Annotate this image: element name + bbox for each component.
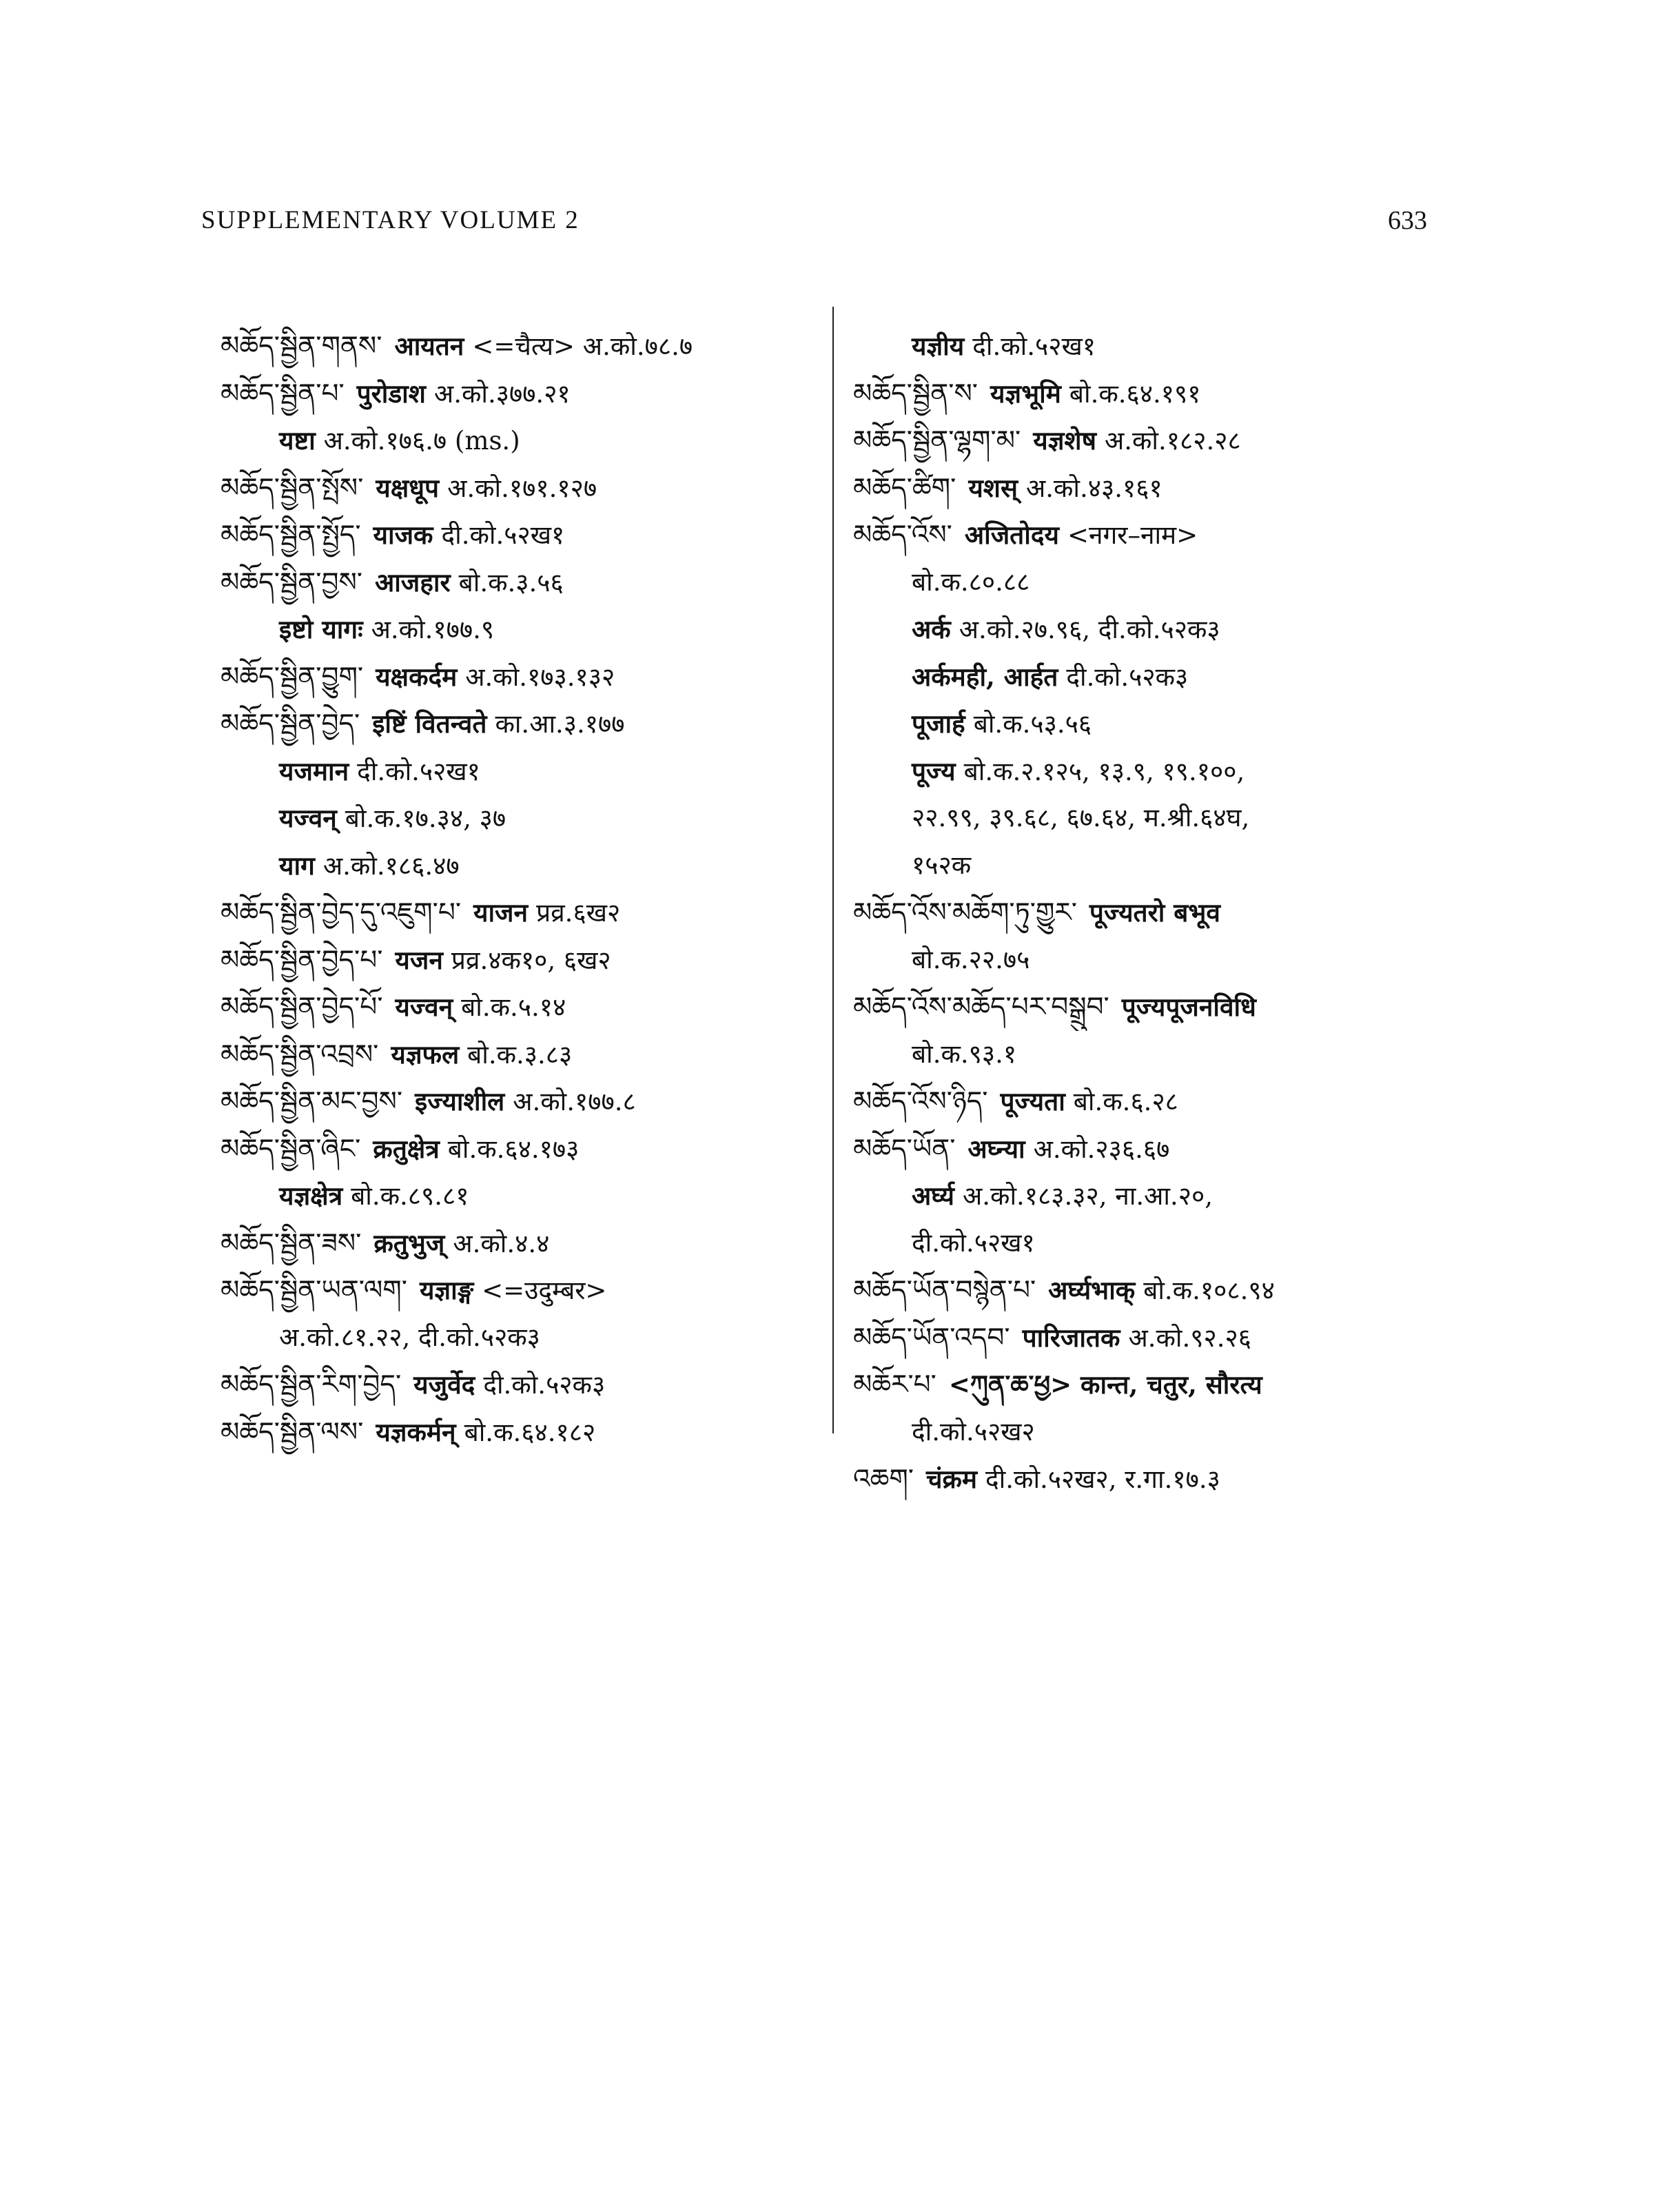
source-reference: बो.क.२२.७५	[912, 944, 1030, 974]
source-reference: दी.को.५२क३	[1066, 662, 1189, 692]
sanskrit-equivalent: पूज्यतरो बभूव	[1089, 897, 1220, 928]
sanskrit-equivalent: यजन	[395, 944, 443, 975]
source-reference: अ.को.१८६.४७	[322, 850, 460, 881]
dictionary-entry	[853, 795, 1542, 842]
tibetan-headword: མཆོད་འོས་མཆོག་ཏུ་གྱུར་	[853, 897, 1077, 928]
dictionary-entry	[221, 1220, 827, 1267]
dictionary-entry	[221, 937, 827, 984]
tibetan-headword: མཆོད་སྦྱིན་བྱུག་	[221, 661, 364, 693]
source-reference: बो.क.६४.१८२	[464, 1417, 596, 1447]
tibetan-headword: མཆོད་སྦྱིན་བྱས་	[221, 566, 362, 598]
sanskrit-equivalent: यज्वन्	[279, 803, 337, 833]
dictionary-entry	[853, 889, 1542, 937]
sanskrit-equivalent: पारिजातक	[1022, 1322, 1120, 1353]
dictionary-entry	[853, 700, 1542, 748]
source-reference: २२.९९, ३९.६८, ६७.६४, म.श्री.६४घ,	[912, 803, 1250, 832]
source-reference: बो.क.३.५६	[458, 567, 564, 597]
source-reference: बो.क.१७.३४, ३७	[345, 804, 506, 833]
dictionary-entry	[853, 653, 1542, 701]
sanskrit-equivalent: अर्घ्य	[912, 1181, 955, 1211]
source-reference: बो.क.५.१४	[461, 992, 566, 1022]
source-reference: अ.को.४३.१६१	[1025, 473, 1162, 503]
source-reference: दी.को.५२क३	[483, 1370, 606, 1400]
source-reference: का.आ.३.१७७	[495, 709, 625, 739]
dictionary-entry	[853, 1314, 1542, 1362]
source-reference: प्रव्र.६ख२	[536, 898, 621, 928]
tibetan-headword: མཆོར་པ་	[853, 1369, 936, 1400]
sanskrit-equivalent: यशस्	[968, 472, 1018, 503]
sanskrit-equivalent: यज्ञभूमि	[990, 378, 1061, 409]
dictionary-entry	[221, 464, 827, 512]
sanskrit-equivalent: पूजार्ह	[912, 708, 965, 739]
source-reference: बो.क.१०८.९४	[1143, 1276, 1275, 1305]
dictionary-entry	[853, 1172, 1542, 1220]
sanskrit-equivalent: पूज्यता	[1000, 1086, 1065, 1116]
source-reference: अ.को.९२.२६	[1128, 1322, 1251, 1353]
tibetan-headword: མཆོད་ཚིག་	[853, 472, 956, 504]
sanskrit-equivalent: यज्ञकर्मन्	[376, 1416, 456, 1447]
dictionary-entry	[853, 511, 1542, 559]
dictionary-entry	[221, 1031, 827, 1079]
dictionary-entry	[221, 1267, 827, 1314]
source-reference: अ.को.१७६.७ (ms.)	[323, 426, 520, 456]
source-reference: दी.को.५२ख१	[972, 331, 1096, 361]
sanskrit-equivalent: याग	[279, 850, 315, 881]
dictionary-entry	[221, 323, 827, 370]
dictionary-entry	[853, 1409, 1542, 1456]
source-reference: बो.क.८०.८८	[912, 566, 1030, 597]
tibetan-headword: མཆོད་སྦྱིན་ལས་	[221, 1416, 364, 1448]
source-reference: बो.क.२.१२५, १३.९, १९.१००,	[963, 756, 1245, 786]
tibetan-headword: མཆོད་འོས་མཆོད་པར་བསྒྲུབ་	[853, 992, 1109, 1023]
dictionary-entry	[221, 417, 827, 464]
sanskrit-equivalent: अर्घ्यभाक्	[1048, 1275, 1136, 1305]
dictionary-entry	[853, 323, 1542, 370]
sanskrit-equivalent: आजहार	[374, 566, 451, 597]
source-reference: बो.क.६४.१७३	[447, 1134, 580, 1164]
tibetan-headword: མཆོད་སྦྱིན་ཟས་	[221, 1227, 362, 1259]
sanskrit-equivalent: यज्ञफल	[391, 1039, 460, 1070]
dictionary-entry	[221, 983, 827, 1031]
tibetan-headword: མཆོད་སྦྱིན་གནས་	[221, 331, 382, 362]
tibetan-headword: མཆོད་སྦྱིན་ཞིང་	[221, 1133, 361, 1165]
dictionary-entry	[221, 511, 827, 559]
source-reference: प्रव्र.४क१०, ६ख२	[451, 945, 611, 975]
source-reference: अ.को.१८३.३२, ना.आ.२०,	[963, 1181, 1213, 1211]
source-reference: अ.को.२७.९६, दी.को.५२क३	[959, 615, 1220, 644]
sanskrit-equivalent: चंक्रम	[925, 1464, 978, 1494]
tibetan-headword: མཆོད་སྦྱིན་ལྷག་མ་	[853, 425, 1021, 456]
dictionary-entry	[221, 889, 827, 937]
source-reference: अ.को.२३६.६७	[1033, 1134, 1170, 1164]
source-reference: बो.क.८९.८१	[351, 1181, 469, 1211]
source-reference: अ.को.८१.२२, दी.को.५२क३	[279, 1322, 540, 1352]
sanskrit-equivalent: क्रतुभुज्	[373, 1227, 445, 1258]
dictionary-entry	[853, 937, 1542, 984]
tibetan-headword: མཆོད་འོས་ཉིད་	[853, 1086, 988, 1117]
source-reference: अ.को.४.४	[453, 1228, 550, 1258]
sanskrit-equivalent: अघ्न्या	[967, 1133, 1025, 1164]
source-reference: १५२क	[912, 850, 972, 880]
sanskrit-equivalent: क्रतुक्षेत्र	[373, 1133, 440, 1164]
dictionary-entry	[221, 748, 827, 795]
sanskrit-equivalent: यक्षधूप	[376, 472, 440, 503]
tibetan-headword: མཆོད་ཡོན་བསྙེན་པ་	[853, 1275, 1036, 1306]
source-reference: अ.को.१७१.१२७	[447, 473, 597, 503]
page-number: 633	[1388, 206, 1427, 235]
sanskrit-equivalent: यजुर्वेद	[413, 1369, 475, 1400]
dictionary-entry	[853, 842, 1542, 890]
source-reference: <नगर–नाम>	[1067, 520, 1198, 550]
dictionary-entry	[221, 1314, 827, 1362]
source-reference: बो.क.३.८३	[467, 1039, 573, 1070]
dictionary-entry	[853, 1455, 1542, 1503]
sanskrit-equivalent: यज्ञाङ्ग	[419, 1275, 474, 1305]
sanskrit-equivalent: यज्ञीय	[912, 331, 965, 361]
tibetan-headword: མཆོད་སྦྱིན་ཡན་ལག་	[221, 1275, 407, 1306]
tibetan-headword: མཆོད་ཡོན་འདབ་	[853, 1322, 1010, 1353]
sanskrit-equivalent: याजक	[373, 520, 433, 550]
source-reference: दी.को.५२ख२	[912, 1416, 1035, 1447]
dictionary-entry	[853, 417, 1542, 464]
source-reference: बो.क.६४.१९१	[1069, 378, 1201, 409]
dictionary-entry	[221, 1125, 827, 1173]
source-reference: दी.को.५२ख१	[441, 520, 565, 550]
dictionary-entry	[221, 795, 827, 842]
dictionary-entry	[853, 983, 1542, 1031]
source-reference: <=उदुम्बर>	[482, 1276, 607, 1305]
dictionary-entry	[221, 842, 827, 890]
dictionary-entry	[221, 1078, 827, 1125]
dictionary-entry	[853, 1361, 1542, 1409]
sanskrit-equivalent: पूज्यपूजनविधि	[1121, 992, 1256, 1022]
sanskrit-equivalent: इष्टिं वितन्वते	[372, 708, 487, 739]
dictionary-entry	[853, 559, 1542, 606]
tibetan-headword: མཆོད་སྦྱིན་པ་	[221, 378, 345, 409]
source-reference: बो.क.९३.१	[912, 1039, 1017, 1069]
sanskrit-equivalent: पुरोडाश	[356, 378, 426, 409]
tibetan-headword: མཆོད་སྦྱིན་ས་	[853, 378, 978, 409]
source-reference: अ.को.१७७.८	[513, 1087, 636, 1116]
sanskrit-equivalent: इज्याशील	[415, 1086, 505, 1116]
sanskrit-equivalent: आयतन	[394, 331, 464, 361]
sanskrit-equivalent: यक्षकर्दम	[376, 661, 458, 692]
tibetan-headword: མཆོད་སྦྱིན་འབྲས་	[221, 1039, 379, 1070]
source-reference: <=चैत्य> अ.को.७८.७	[472, 331, 693, 361]
running-header: SUPPLEMENTARY VOLUME 2	[201, 206, 580, 234]
dictionary-entry	[853, 1267, 1542, 1314]
source-reference: बो.क.६.२८	[1073, 1087, 1178, 1116]
tibetan-headword: མཆོད་སྦྱིན་སྤྱོད་	[221, 520, 361, 551]
dictionary-entry	[853, 1078, 1542, 1125]
dictionary-entry	[221, 1172, 827, 1220]
sanskrit-equivalent: इष्टो यागः	[279, 614, 363, 644]
dictionary-entry	[853, 748, 1542, 795]
tibetan-headword: མཆོད་སྦྱིན་མང་བྱས་	[221, 1086, 403, 1117]
tibetan-headword: མཆོད་ཡོན་	[853, 1133, 956, 1165]
dictionary-entry	[853, 1125, 1542, 1173]
tibetan-headword: མཆོད་སྦྱིན་རིག་བྱེད་	[221, 1369, 402, 1400]
sanskrit-equivalent: अर्कमही, आर्हत	[912, 661, 1058, 692]
tibetan-headword: མཆོད་སྦྱིན་བྱེད་པ་	[221, 944, 383, 976]
right-column	[853, 323, 1542, 1503]
source-reference: अ.को.१८२.२८	[1104, 426, 1241, 456]
left-column	[221, 323, 827, 1455]
dictionary-entry	[221, 1409, 827, 1456]
source-reference: बो.क.५३.५६	[973, 709, 1092, 739]
sanskrit-equivalent: <ཀུན་ཆ་ཕྱ> कान्त, चतुर, सौरत्य	[948, 1369, 1262, 1400]
dictionary-entry	[853, 370, 1542, 418]
sanskrit-equivalent: अजितोदय	[964, 520, 1059, 550]
source-reference: दी.को.५२ख१	[912, 1227, 1035, 1258]
sanskrit-equivalent: यज्ञक्षेत्र	[279, 1181, 343, 1211]
sanskrit-equivalent: पूज्य	[912, 755, 956, 786]
source-reference: अ.को.३७७.२१	[433, 378, 571, 409]
tibetan-headword: མཆོད་འོས་	[853, 520, 952, 551]
dictionary-entry	[221, 653, 827, 701]
column-divider	[832, 307, 834, 1433]
dictionary-entry	[221, 559, 827, 606]
dictionary-entry	[853, 1031, 1542, 1079]
sanskrit-equivalent: यज्ञशेष	[1033, 425, 1096, 456]
tibetan-headword: མཆོད་སྦྱིན་སྤོས་	[221, 472, 364, 504]
source-reference: अ.को.१७७.९	[371, 615, 495, 644]
dictionary-entry	[221, 606, 827, 653]
sanskrit-equivalent: यज्वन्	[395, 992, 453, 1022]
sanskrit-equivalent: यष्टा	[279, 425, 316, 456]
source-reference: दी.को.५२ख२, र.गा.१७.३	[985, 1464, 1220, 1494]
dictionary-entry	[221, 1361, 827, 1409]
dictionary-entry	[853, 606, 1542, 653]
source-reference: अ.को.१७३.१३२	[465, 662, 615, 692]
sanskrit-equivalent: अर्क	[912, 614, 951, 644]
sanskrit-equivalent: याजन	[473, 897, 529, 928]
dictionary-entry	[853, 464, 1542, 512]
dictionary-entry	[221, 370, 827, 418]
tibetan-headword: མཆོད་སྦྱིན་བྱེད་	[221, 708, 360, 739]
sanskrit-equivalent: यजमान	[279, 755, 349, 786]
tibetan-headword: མཆོད་སྦྱིན་བྱེད་པོ་	[221, 992, 383, 1023]
source-reference: दी.को.५२ख१	[357, 756, 480, 786]
tibetan-headword: འཆག་	[853, 1464, 914, 1495]
tibetan-headword: མཆོད་སྦྱིན་བྱེད་དུ་འཇུག་པ་	[221, 897, 462, 928]
dictionary-entry	[221, 700, 827, 748]
dictionary-entry	[853, 1220, 1542, 1267]
